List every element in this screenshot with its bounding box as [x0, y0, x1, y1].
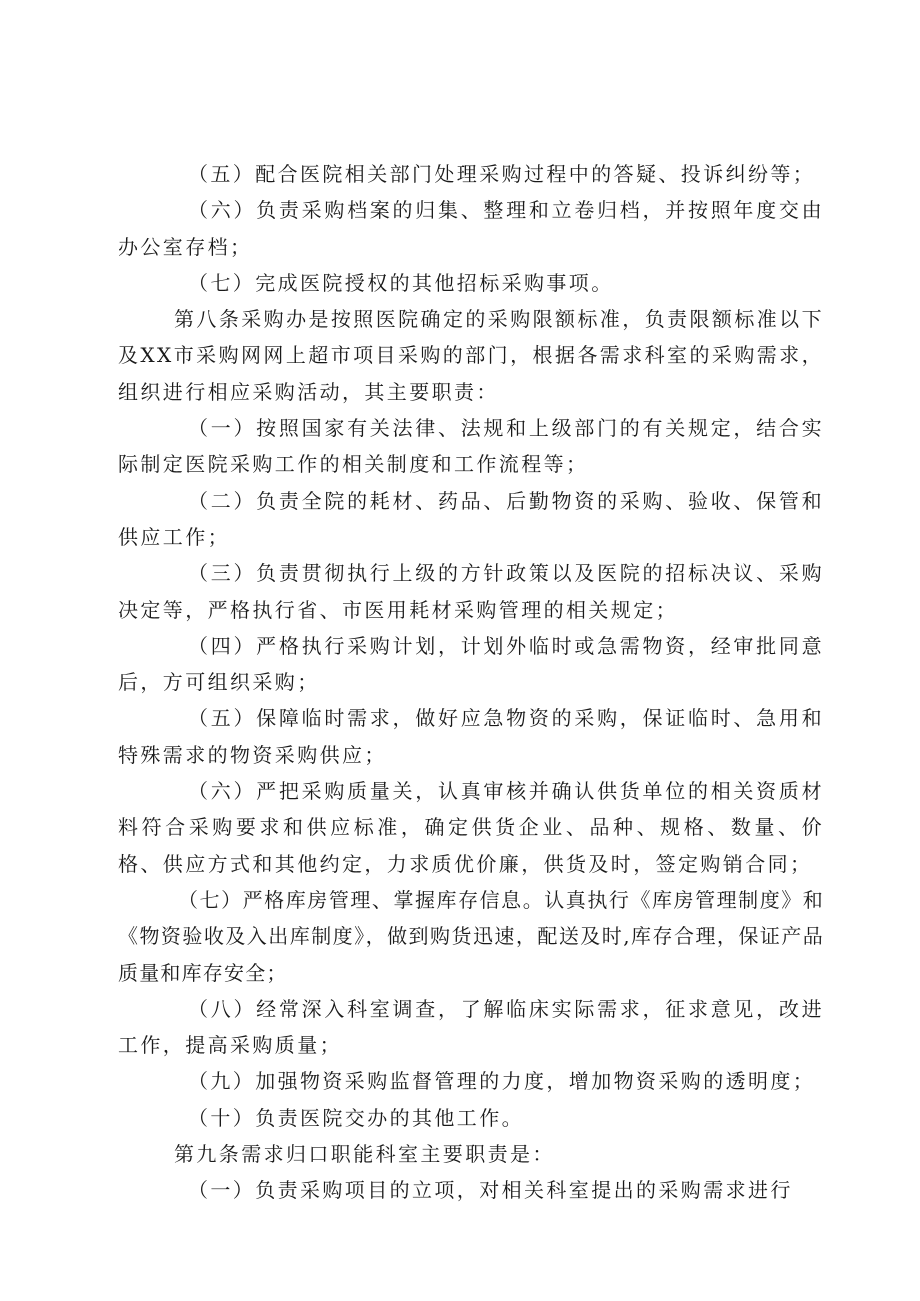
paragraph-item-5-coordination: （五）配合医院相关部门处理采购过程中的答疑、投诉纠纷等； — [188, 162, 816, 186]
paragraph-item-6-quality: （六）严把采购质量关，认真审核并确认供货单位的相关资质材料符合采购要求和供应标准，确定供货企业、品种、规格、数量、价格、供应方式和其他约定，力求质优价廉，供货及时，签定购销合同； — [118, 779, 824, 876]
document-body — [118, 156, 824, 1209]
paragraph-item-2-supplies: （二）负责全院的耗材、药品、后勤物资的采购、验收、保管和供应工作； — [118, 488, 824, 549]
paragraph-article-8: 第八条采购办是按照医院确定的采购限额标准，负责限额标准以下及XX市采购网网上超市项目采购的部门，根据各需求科室的采购需求，组织进行相应采购活动，其主要职责： — [118, 307, 824, 404]
paragraph-item-7-other-tenders: （七）完成医院授权的其他招标采购事项。 — [188, 270, 614, 295]
paragraph-article-9: 第九条需求归口职能科室主要职责是： — [174, 1142, 555, 1167]
paragraph-item-1-regulations: （一）按照国家有关法律、法规和上级部门的有关规定，结合实际制定医院采购工作的相关制度和工作流程等； — [118, 416, 824, 477]
paragraph-item-4-plan: （四）严格执行采购计划，计划外临时或急需物资，经审批同意后，方可组织采购； — [118, 633, 824, 695]
paragraph-item-8-survey: （八）经常深入科室调查，了解临床实际需求，征求意见，改进工作，提高采购质量； — [118, 996, 824, 1058]
paragraph-item-1-project: （一）负责采购项目的立项，对相关科室提出的采购需求进行 — [188, 1178, 793, 1203]
paragraph-item-9-supervision: （九）加强物资采购监督管理的力度，增加物资采购的透明度； — [188, 1069, 816, 1094]
paragraph-item-3-policies: （三）负责贯彻执行上级的方针政策以及医院的招标决议、采购决定等，严格执行省、市医用耗材采购管理的相关规定； — [118, 561, 824, 622]
paragraph-item-7-warehouse: （七）严格库房管理、掌握库存信息。认真执行《库房管理制度》和《物资验收及入出库制度》，做到购货迅速，配送及时,库存合理，保证产品质量和库存安全； — [118, 887, 824, 985]
paragraph-item-5-emergency: （五）保障临时需求，做好应急物资的采购，保证临时、急用和特殊需求的物资采购供应； — [118, 706, 824, 767]
paragraph-item-10-other: （十）负责医院交办的其他工作。 — [188, 1105, 524, 1130]
paragraph-item-6-archives: （六）负责采购档案的归集、整理和立卷归档，并按照年度交由办公室存档； — [118, 198, 824, 259]
